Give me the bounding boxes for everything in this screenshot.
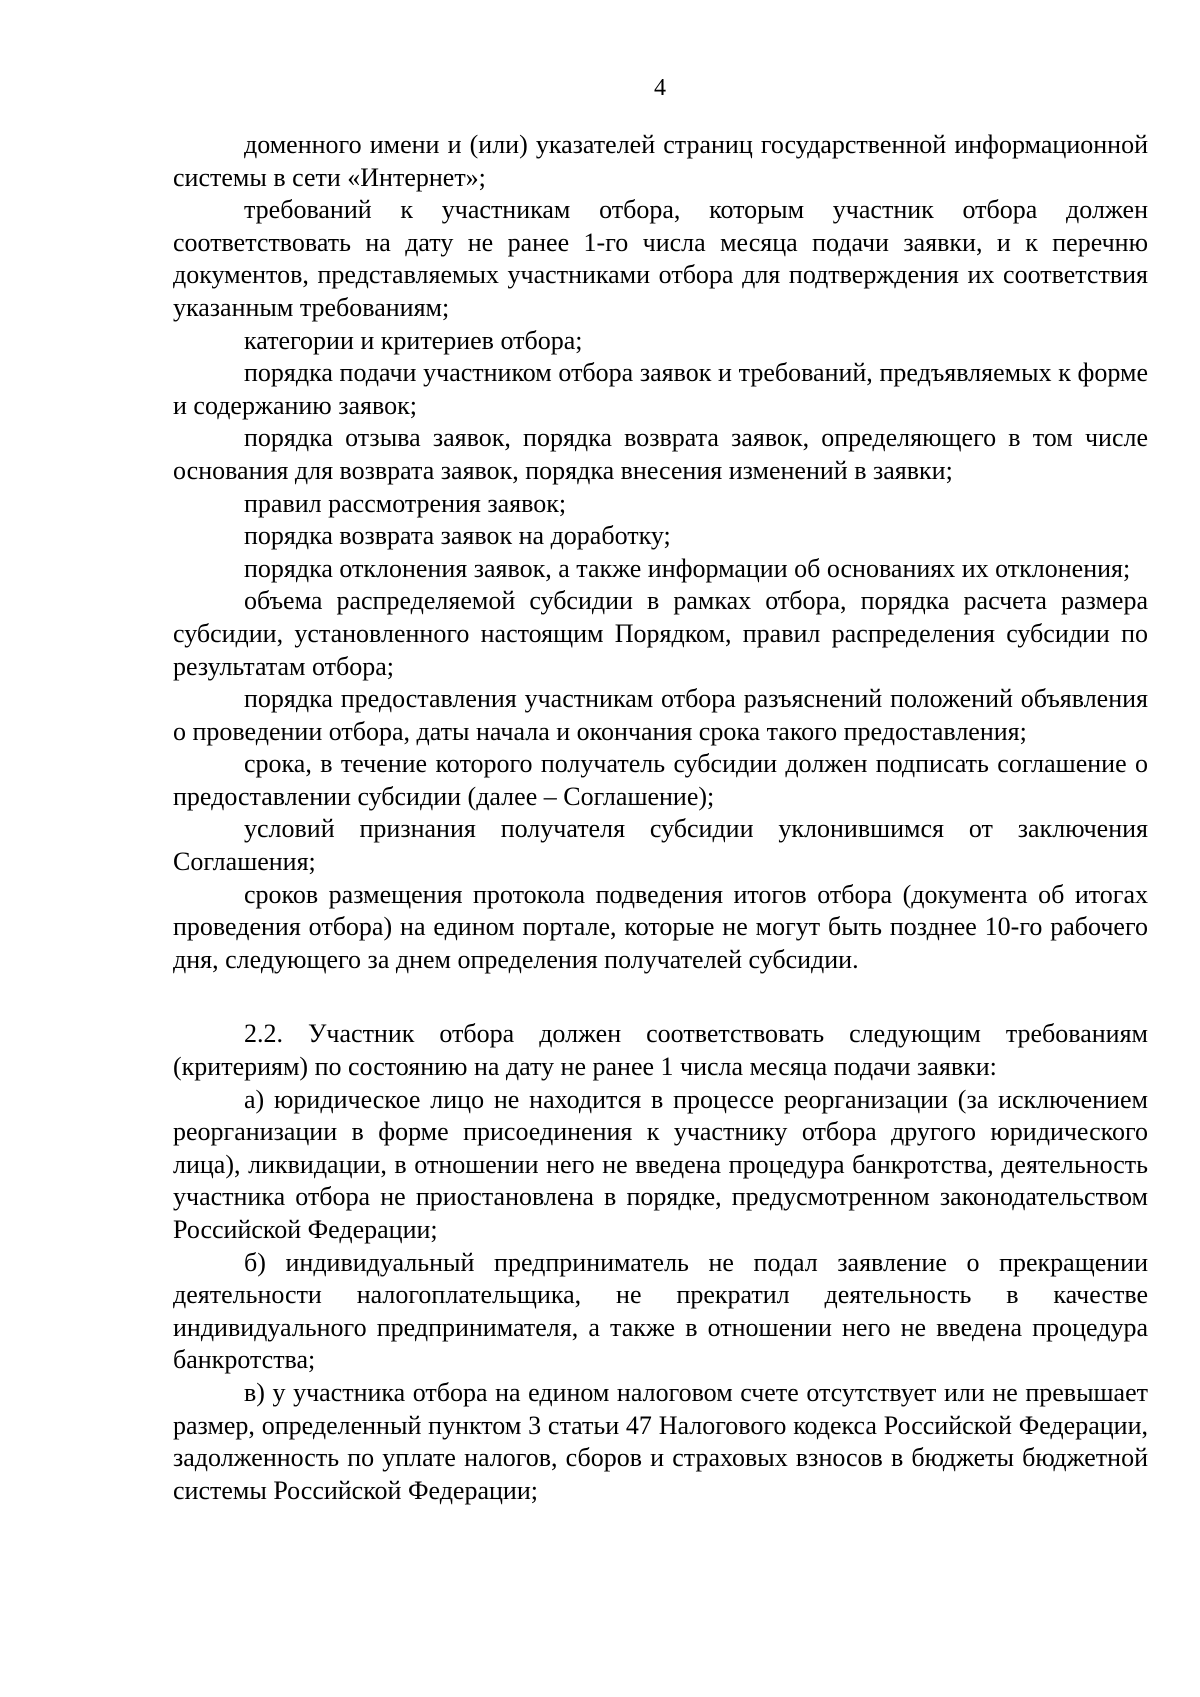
requirement-item-c: в) у участника отбора на едином налоговом счете отсутствует или не превышает размер, определенный пунктом 3 статьи 47 Налогового кодекса Российской Федерации, задолженность по уплате налогов, сборов и страховых взносов в бюджеты бюджетной системы Российской Федерации;: [173, 1377, 1148, 1505]
paragraph: условий признания получателя субсидии уклонившимся от заключения Соглашения;: [173, 814, 1148, 877]
document-body: [173, 129, 1148, 1507]
paragraph: категории и критериев отбора;: [244, 325, 583, 355]
page-number: 4: [654, 75, 666, 101]
paragraph: срока, в течение которого получатель субсидии должен подписать соглашение о предоставлении субсидии (далее – Соглашение);: [173, 749, 1148, 811]
paragraph: порядка отзыва заявок, порядка возврата заявок, определяющего в том числе основания для возврата заявок, порядка внесения изменений в заявки;: [173, 423, 1148, 485]
paragraph: объема распределяемой субсидии в рамках отбора, порядка расчета размера субсидии, установленного настоящим Порядком, правил распределения субсидии по результатам отбора;: [173, 586, 1148, 681]
paragraph: правил рассмотрения заявок;: [244, 488, 567, 518]
paragraph: требований к участникам отбора, которым участник отбора должен соответствовать на дату не ранее 1-го числа месяца подачи заявки, и к перечню документов, представляемых участниками отбора для подтверждения их соответствия указанным требованиям;: [173, 195, 1148, 322]
paragraph: порядка отклонения заявок, а также информации об основаниях их отклонения;: [244, 553, 1131, 583]
requirement-item-a: а) юридическое лицо не находится в процессе реорганизации (за исключением реорганизации в форме присоединения к участнику отбора другого юридического лица), ликвидации, в отношении него не введена процедура банкротства, деятельность участника отбора не приостановлена в порядке, предусмотренном законодательством Российской Федерации;: [173, 1084, 1148, 1244]
requirement-item-b: б) индивидуальный предприниматель не подал заявление о прекращении деятельности налогоплательщика, не прекратил деятельность в качестве индивидуального предпринимателя, а также в отношении него не введена процедура банкротства;: [173, 1247, 1148, 1375]
paragraph: порядка возврата заявок на доработку;: [244, 521, 671, 551]
paragraph: порядка предоставления участникам отбора разъяснений положений объявления о проведении отбора, даты начала и окончания срока такого предоставления;: [173, 684, 1148, 746]
paragraph: порядка подачи участником отбора заявок и требований, предъявляемых к форме и содержанию заявок;: [173, 358, 1148, 420]
section-2-2-paragraph: 2.2. Участник отбора должен соответствовать следующим требованиям (критериям) по состоянию на дату не ранее 1 числа месяца подачи заявки:: [173, 1019, 1148, 1082]
paragraph: доменного имени и (или) указателей страниц государственной информационной системы в сети «Интернет»;: [173, 130, 1148, 192]
paragraph: сроков размещения протокола подведения итогов отбора (документа об итогах проведения отбора) на едином портале, которые не могут быть позднее 10-го рабочего дня, следующего за днем определения получателей субсидии.: [173, 879, 1148, 974]
